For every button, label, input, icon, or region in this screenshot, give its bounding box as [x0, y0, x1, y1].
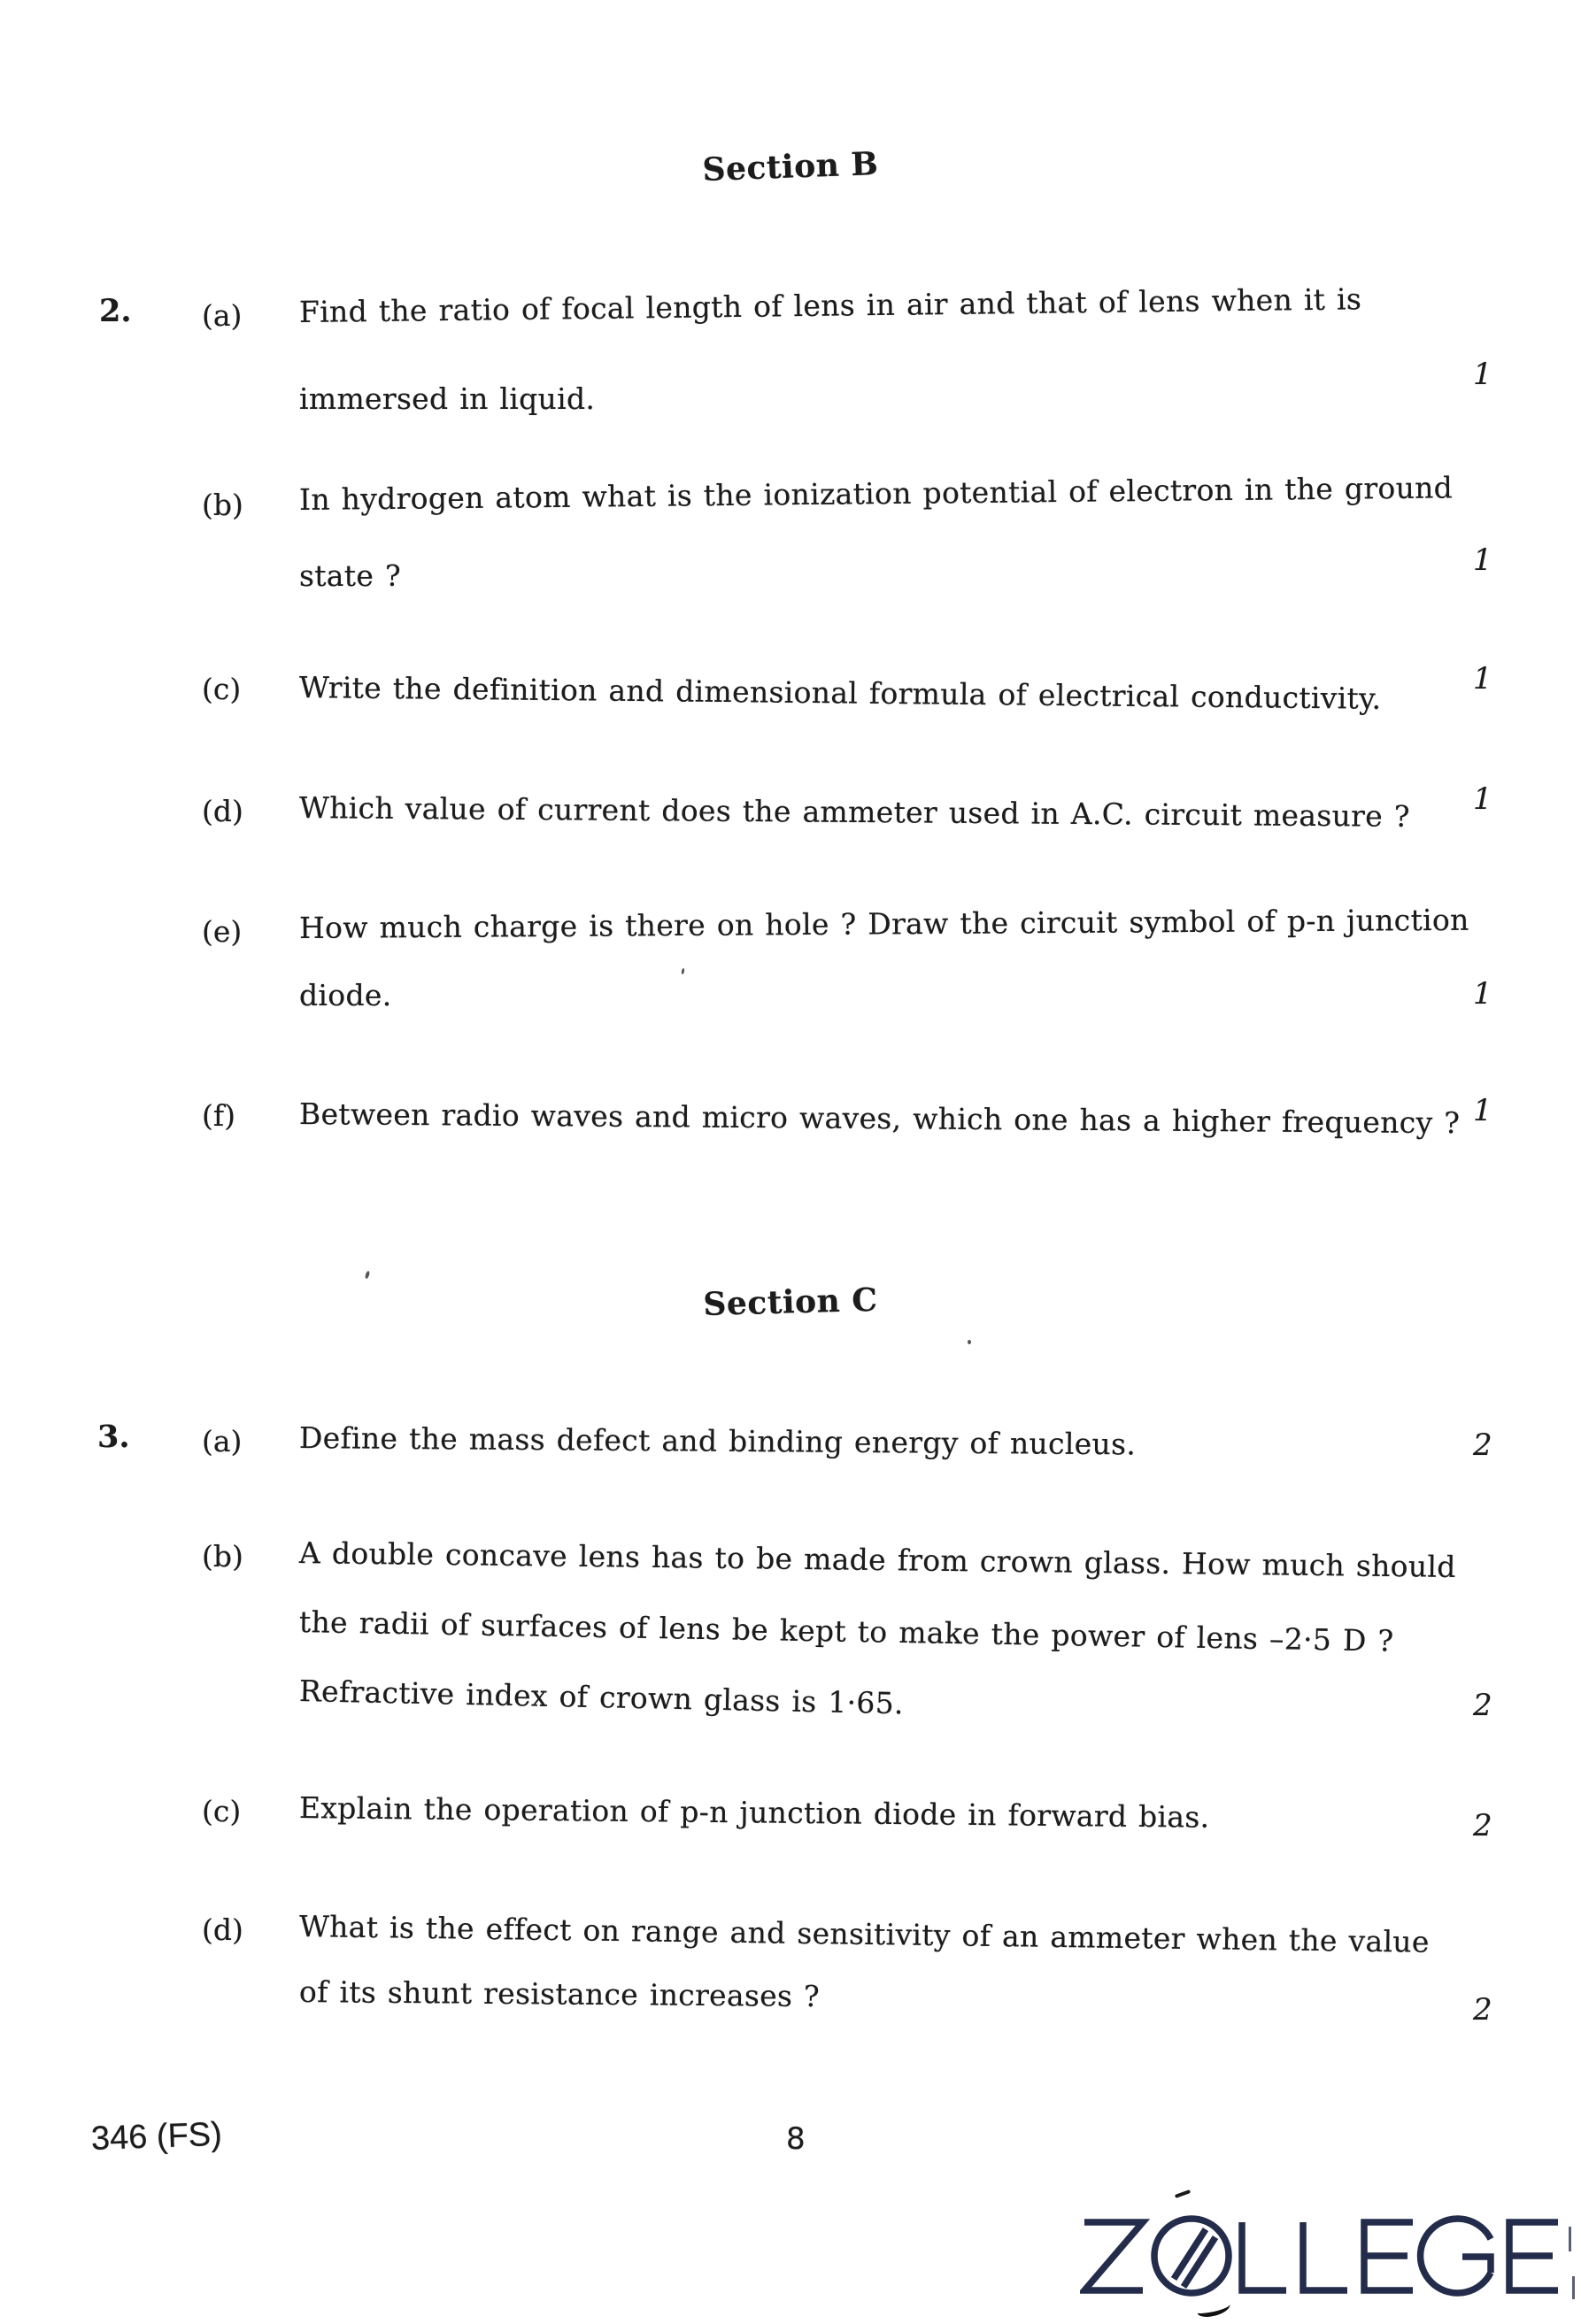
- scan-swoosh-below-watermark: [1196, 2298, 1231, 2319]
- q3a-marks: 2: [1473, 1427, 1492, 1463]
- scan-edge-dash-1: [1569, 2227, 1571, 2251]
- q2d-marks: 1: [1473, 781, 1492, 817]
- zollege-watermark-logo: [1080, 2212, 1576, 2301]
- q2c-label: (c): [202, 672, 242, 706]
- q3c-line-1: Explain the operation of p-n junction diode in forward bias.: [298, 1790, 1210, 1835]
- question-2-number: 2.: [99, 293, 132, 329]
- q3b-line-1: A double concave lens has to be made from crown glass. How much should: [298, 1535, 1456, 1584]
- q2b-line-1: In hydrogen atom what is the ionization potential of electron in the ground: [298, 470, 1454, 517]
- q3c-marks: 2: [1473, 1808, 1492, 1843]
- watermark-letter-l2: [1303, 2222, 1347, 2290]
- question-3-number: 3.: [97, 1419, 130, 1455]
- scan-edge-dash-2: [1572, 2276, 1575, 2299]
- watermark-letter-e1: [1364, 2222, 1413, 2290]
- paper-code: 346 (FS): [90, 2115, 223, 2158]
- q2e-label: (e): [202, 914, 243, 949]
- q2e-line-2: diode.: [299, 978, 392, 1012]
- q2d-line-1: Which value of current does the ammeter used in A.C. circuit measure ?: [298, 790, 1410, 834]
- q3d-line-2: of its shunt resistance increases ?: [298, 1974, 821, 2014]
- scan-speck: [365, 1271, 371, 1280]
- scan-speck: [681, 968, 684, 974]
- q2a-marks: 1: [1473, 357, 1492, 392]
- q3b-line-3: Refractive index of crown glass is 1·65.: [298, 1674, 905, 1721]
- q2c-marks: 1: [1473, 661, 1492, 696]
- q2a-line-1: Find the ratio of focal length of lens in air and that of lens when it is: [298, 281, 1362, 329]
- section-c-heading: Section C: [702, 1281, 878, 1323]
- q3a-line-1: Define the mass defect and binding energy of nucleus.: [298, 1420, 1137, 1462]
- q2d-label: (d): [202, 794, 243, 828]
- q2e-marks: 1: [1473, 976, 1492, 1012]
- q3d-marks: 2: [1473, 1992, 1492, 2028]
- q2a-line-2: immersed in liquid.: [299, 381, 596, 416]
- page-number: 8: [786, 2121, 806, 2157]
- scan-speck: [968, 1340, 971, 1344]
- q2b-marks: 1: [1473, 543, 1492, 578]
- q2a-label: (a): [202, 298, 243, 333]
- watermark-letter-l1: [1242, 2222, 1286, 2290]
- scan-mark-above-watermark: [1175, 2189, 1191, 2198]
- watermark-letter-g: [1421, 2219, 1491, 2293]
- watermark-letter-e2: [1509, 2222, 1558, 2290]
- q2f-label: (f): [202, 1098, 235, 1133]
- q3b-line-2: the radii of surfaces of lens be kept to make the power of lens –2·5 D ?: [298, 1604, 1394, 1658]
- q2b-line-2: state ?: [299, 558, 401, 593]
- watermark-letter-z: [1084, 2222, 1143, 2290]
- q3b-label: (b): [202, 1539, 243, 1574]
- q2f-marks: 1: [1473, 1093, 1492, 1128]
- q2e-line-1: How much charge is there on hole ? Draw the circuit symbol of p-n junction: [298, 902, 1469, 945]
- section-b-heading: Section B: [701, 145, 879, 189]
- q2c-line-1: Write the definition and dimensional formula of electrical conductivity.: [298, 670, 1382, 716]
- q3b-marks: 2: [1473, 1688, 1492, 1723]
- q3d-label: (d): [202, 1912, 243, 1947]
- q3a-label: (a): [202, 1424, 243, 1458]
- q3c-label: (c): [202, 1794, 242, 1828]
- q2f-line-1: Between radio waves and micro waves, which one has a higher frequency ?: [298, 1097, 1461, 1141]
- q2b-label: (b): [202, 488, 243, 522]
- q3d-line-1: What is the effect on range and sensitivity of an ammeter when the value: [298, 1909, 1430, 1959]
